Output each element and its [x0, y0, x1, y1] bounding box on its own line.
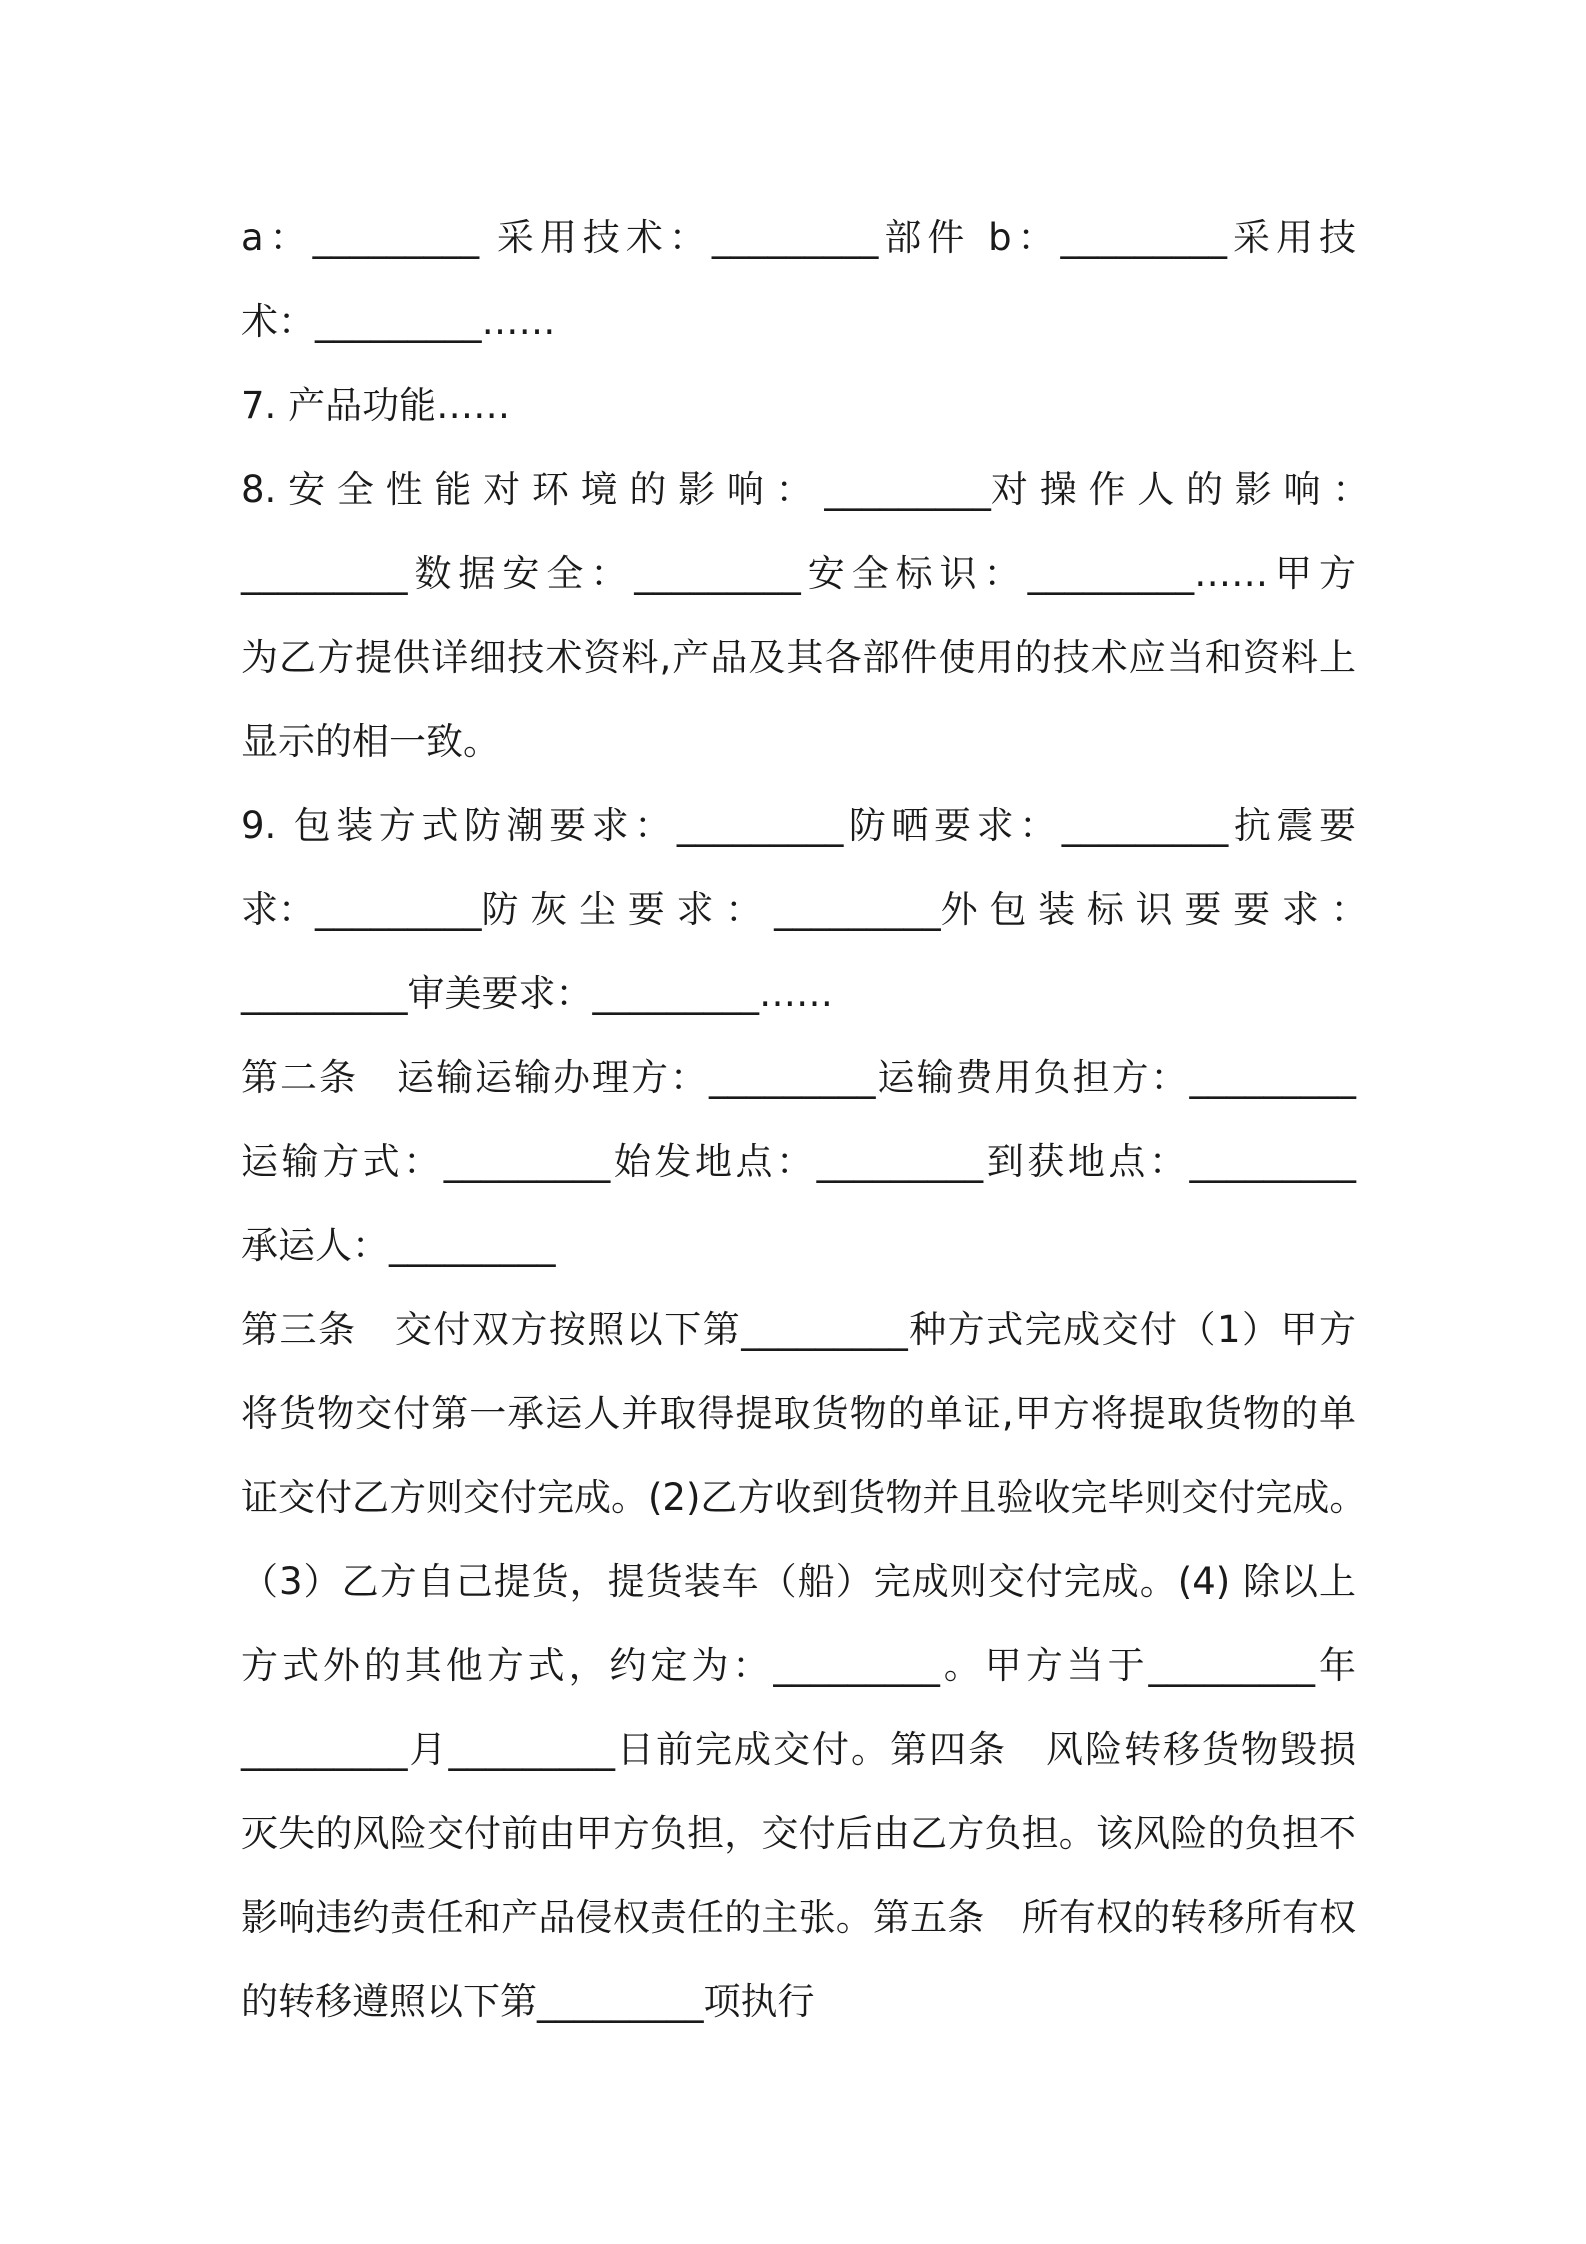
text-line: 为乙方提供详细技术资料,产品及其各部件使用的技术应当和资料上 [241, 636, 1356, 679]
text-line: 术：_________…… [241, 300, 556, 343]
text-line: 显示的相一致。 [241, 720, 500, 763]
text-line: 的转移遵照以下第_________项执行 [241, 1980, 815, 2023]
text-line: 7. 产品功能…… [241, 384, 511, 427]
text-line: 证交付乙方则交付完成。(2)乙方收到货物并且验收完毕则交付完成。 [241, 1476, 1367, 1519]
text-line: 运输方式：_________始发地点：_________到获地点：_________ [241, 1140, 1356, 1183]
document-page [241, 196, 1370, 2044]
text-line: 方式外的其他方式，约定为：_________。甲方当于_________年 [241, 1644, 1356, 1687]
text-line: _________审美要求：_________…… [241, 972, 833, 1015]
text-line: 承运人：_________ [241, 1224, 556, 1267]
text-line: 影响违约责任和产品侵权责任的主张。第五条 所有权的转移所有权 [241, 1896, 1356, 1939]
text-line: 灭失的风险交付前由甲方负担，交付后由乙方负担。该风险的负担不 [241, 1812, 1356, 1855]
text-line: 第二条 运输运输办理方：_________运输费用负担方：_________ [241, 1056, 1356, 1099]
text-line: a：_________ 采用技术：_________部件 b：_________采用技 [241, 216, 1356, 259]
text-line: 求：_________防 灰 尘 要 求 ： _________外 包 装 标 识 要 要 求 ： [241, 888, 1368, 931]
text-line: _________数据安全：_________安全标识：_________……甲方 [241, 552, 1356, 595]
text-line: 9. 包装方式防潮要求：_________防晒要求：_________抗震要 [241, 804, 1356, 847]
text-line: （3）乙方自己提货，提货装车（船）完成则交付完成。(4) 除以上 [241, 1560, 1356, 1603]
text-line: 8. 安 全 性 能 对 环 境 的 影 响 ： _________对 操 作 人 的 影 响 ： [241, 468, 1370, 511]
text-line: _________月_________日前完成交付。第四条 风险转移货物毁损 [241, 1728, 1356, 1771]
text-line: 第三条 交付双方按照以下第_________种方式完成交付（1）甲方 [241, 1308, 1356, 1351]
text-line: 将货物交付第一承运人并取得提取货物的单证,甲方将提取货物的单 [241, 1392, 1356, 1435]
